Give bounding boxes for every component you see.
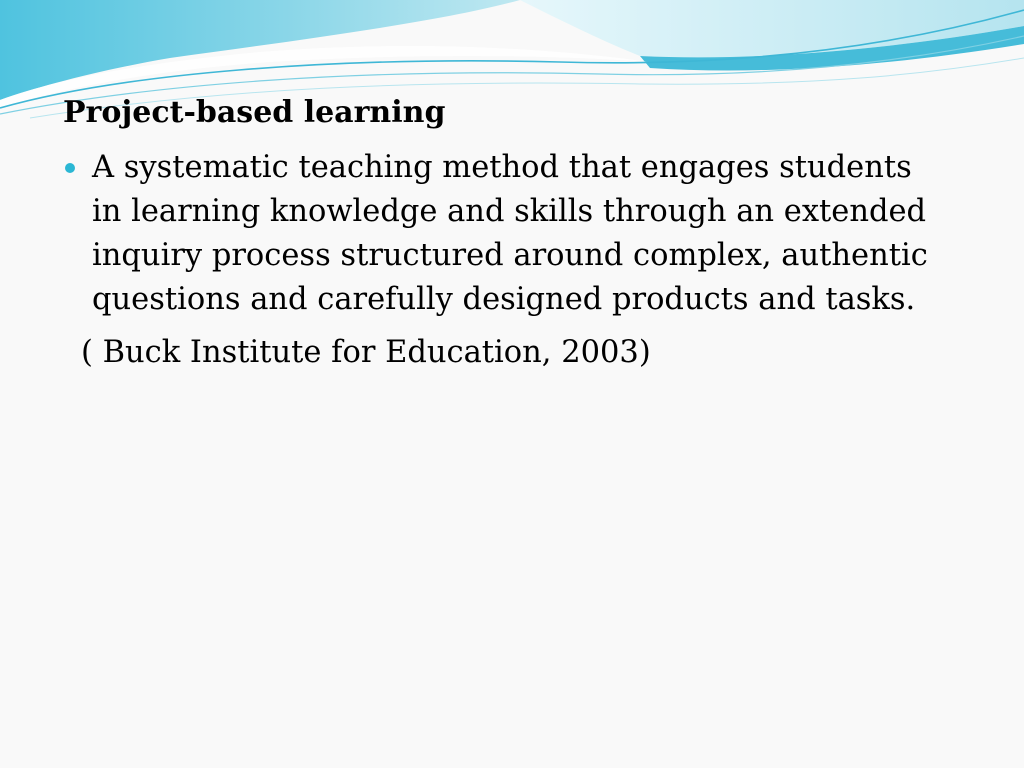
- bullet-text: [92, 146, 928, 322]
- bullet-line: questions and carefully designed products and tasks.: [92, 282, 916, 317]
- bullet-line: A systematic teaching method that engages students: [92, 150, 912, 185]
- citation: ( Buck Institute for Education, 2003): [81, 335, 651, 370]
- bullet-dot-icon: [65, 163, 75, 173]
- bullet-line: in learning knowledge and skills through an extended: [92, 194, 927, 229]
- bullet-line: inquiry process structured around complex, authentic: [92, 238, 928, 273]
- slide-title: Project-based learning: [63, 95, 446, 130]
